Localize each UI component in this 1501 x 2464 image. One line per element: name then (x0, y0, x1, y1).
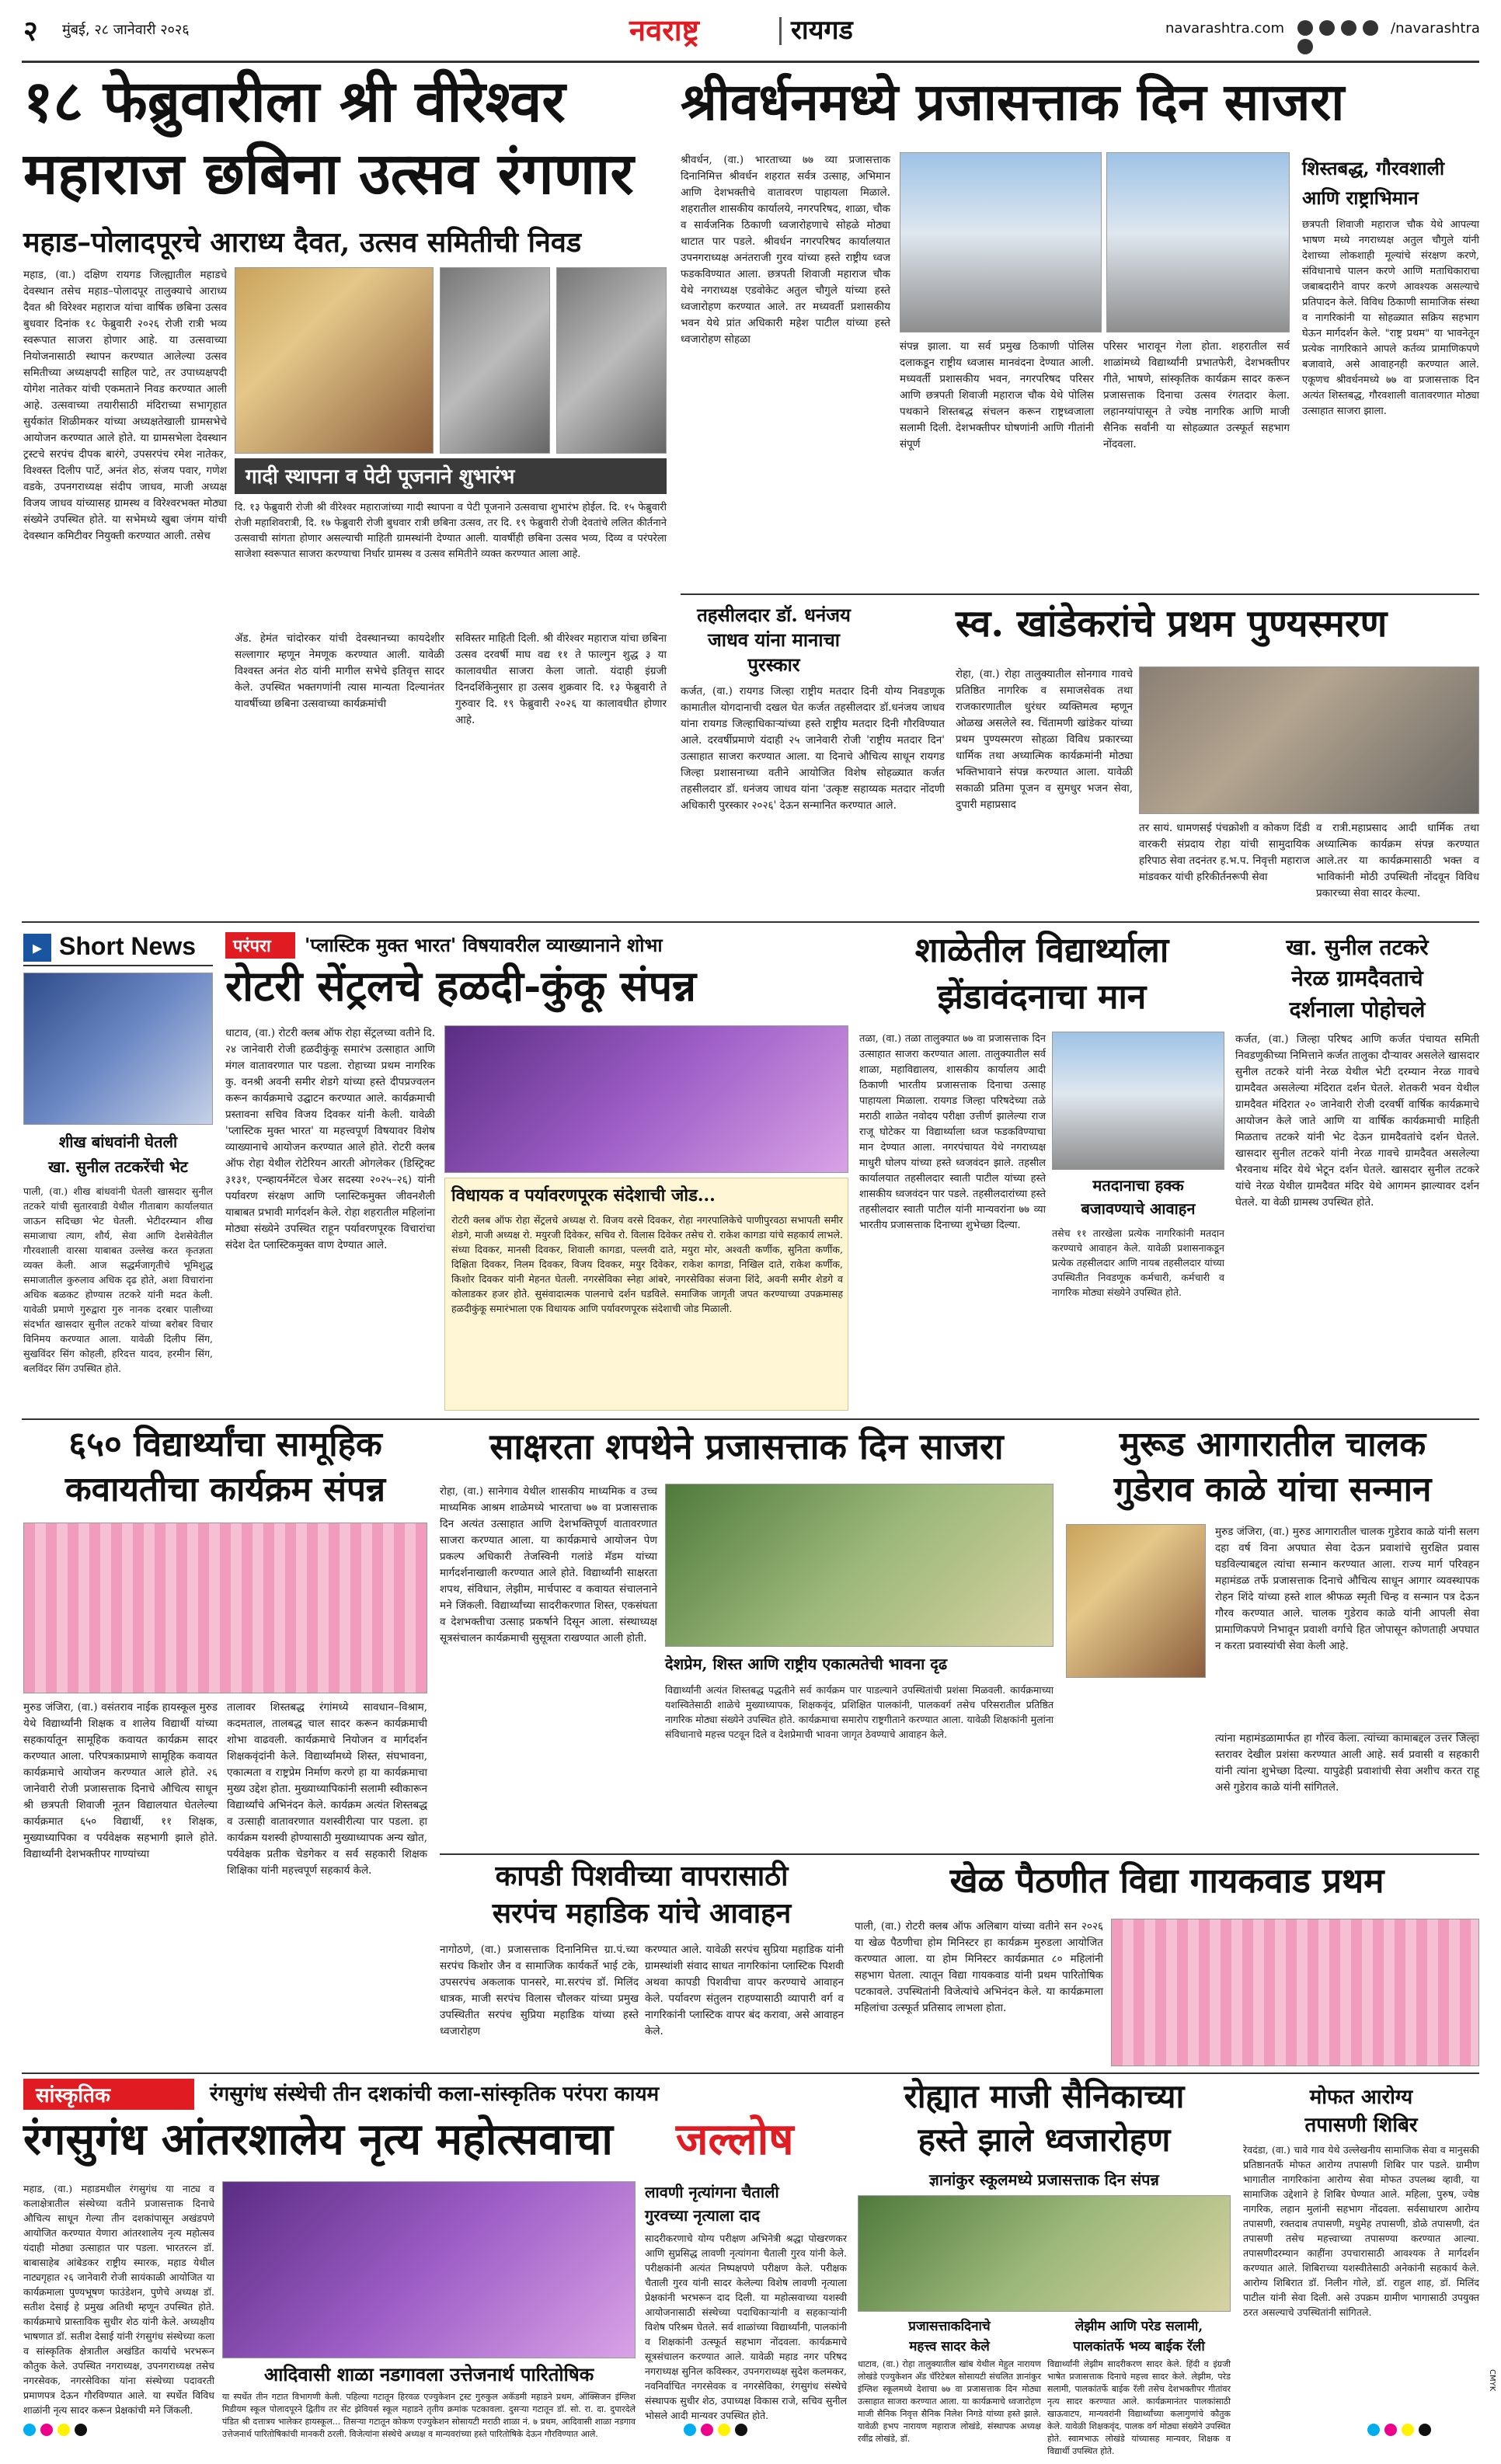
story5-headline: रोटरी सेंट्रलचे हळदी-कुंकू संपन्न (225, 961, 697, 1011)
short-news-headline-1: शीख बांधवांनी घेतली (58, 1133, 178, 1151)
row3-rule (440, 1853, 1479, 1855)
registration-marks-right (1367, 2424, 1476, 2442)
story15-headline-1: मोफत आरोग्य (1309, 2086, 1413, 2109)
story2-photo-1 (900, 152, 1102, 332)
story5-kicker: 'प्लास्टिक मुक्त भारत' विषयावरील व्याख्यानाने शोभा (305, 934, 663, 956)
story2-headline: श्रीवर्धनमध्ये प्रजासत्ताक दिन साजरा (681, 71, 1345, 132)
short-news-body: पाली, (वा.) शीख बांधवांनी घेतली खासदार सुनील तटकरे यांची सुतारवाडी येथील गीताबाग कार्यालयात जाऊन सदिच्छा भेट घेतली. भेटीदरम्यान शीख समाजाचा त्याग, शौर्य, सेवा आणि देशसेवेतील गौरवशाली वारसा याबाबत उल्लेख करत कृतज्ञता व्यक्त केली. आज सद्धर्मजागृतीचे भूमिशुद्ध समाजातील कुरुलाव अधिक दृढ होते, अशा विचारांना अधिक बळकट होण्यास तटकरे यांनी मदत केली. यावेळी प्रमाणे गुरुद्वारा गुरु नानक दरबार पालीच्या संदर्भात खासदार सुनील तटकरे यांच्या बरोबर विचार विनिमय करण्यात आला. यावेळी दिलीप सिंग, सुखविंदर सिंग कोहली, हरिदत्त यादव, हरमीन सिंग, बलविंदर सिंग उपस्थित होते. (23, 1185, 213, 1374)
story13-tag: सांस्कृतिक (23, 2079, 194, 2110)
story10-headline-1: मुरूड आगारातील चालक (1119, 1425, 1426, 1464)
story15-headline-2: तपासणी शिबिर (1304, 2114, 1418, 2137)
story1-subhead: महाड–पोलादपूरचे आराध्य दैवत, उत्सव समितीची निवड (23, 226, 582, 259)
short-news-photo (23, 973, 213, 1125)
story1-col3: सविस्तर माहिती दिली. श्री वीरेश्वर महाराज यांचा छबिना उत्सव दरवर्षी माघ वद्य ११ ते फाल्गुन शुद्ध ३ या कालावधीत साजरा केला जातो. यंदाही इंग्रजी दिनदर्शिकेनुसार हा उत्सव शुक्रवार दि. १३ फेब्रुवारी ते गुरुवार दि. १९ फेब्रुवारी २०२६ या कालावधीत होणार आहे. (455, 632, 667, 726)
story13-kicker: रंगसुगंध संस्थेची तीन दशकांची कला-सांस्कृतिक परंपरा कायम (210, 2083, 660, 2106)
row2-rule (22, 1418, 1479, 1420)
story13-headline-a: रंगसुगंध आंतरशालेय नृत्य महोत्सवाचा (23, 2114, 613, 2165)
short-news-icon: ▸ (23, 934, 51, 962)
short-news-headline-2: खा. सुनील तटकरेंची भेट (48, 1157, 188, 1176)
story14-sub-a1: प्रजासत्ताकदिनाचे (908, 2319, 991, 2334)
story6-headline-2: झेंडावंदनाचा मान (937, 977, 1147, 1017)
story12-photo (1111, 1919, 1479, 2066)
story9-caption: देशप्रेम, शिस्त आणि राष्ट्रीय एकात्मतेची भावना दृढ (665, 1655, 948, 1673)
brand-logo: नवराष्ट्र (629, 12, 699, 47)
story5-photo (444, 1025, 848, 1173)
story1-banner: गादी स्थापना व पेटी पूजनाने शुभारंभ (235, 458, 667, 494)
story8-headline-2: कवायतीचा कार्यक्रम संपन्न (64, 1470, 386, 1509)
story14-col2: विद्यार्थ्यांनी लेझीम सादरीकरण सादर केले. हिंदी व इंग्रजी भाषेत प्रजासत्ताक दिनाचे महत्त्व सादर केले. लेझीम, परेड सलामी, पालकांतर्फे बाईक रॅली तसेच देशभक्तीपर गीतांवर नृत्य सादर करण्यात आले. कार्यक्रमानंतर पालकांसाठी खाऊवाटप, मान्यवरांनी विद्यार्थ्यांच्या कलागुणांचे कौतुक केले. यावेळी शिक्षकवृंद, पालक वर्ग मोठ्या संख्येने उपस्थित होते. स्वामभाऊ लोखंडे यांच्यासह मान्यवर, शिक्षक व विद्यार्थी उपस्थित होते. (1047, 2359, 1231, 2456)
story10-headline-2: गुडेराव काळे यांचा सन्मान (1113, 1470, 1432, 1509)
story5-box-head: विधायक व पर्यावरणपूरक संदेशाची जोड... (451, 1185, 716, 1206)
story7-headline-3: दर्शनाला पोहोचले (1289, 997, 1426, 1022)
story14-body: धाटाव, (वा.) रोहा तालुक्यातील खांब येथील मेहुल नारायण लोखंडे एज्युकेशन अँड चॅरिटेबल सोसायटी संचलित ज्ञानांकुर इंग्लिश स्कूलमध्ये देशाचा ७७ वा प्रजासत्ताक दिन मोठ्या उत्साहात साजरा करण्यात आला. या कार्यक्रमाचे ध्वजारोहण माजी सैनिक निवृत्त सैनिक निलेश निगडे यांच्या हस्ते झाले. यावेळी हभप नारायण महाराज लोखंडे, संस्थापक अध्यक्ष रवींद्र लोखंडे, डॉ. (858, 2359, 1041, 2444)
social-handle: /navarashtra (1391, 20, 1480, 37)
story4-photo (1139, 666, 1479, 814)
story6-sub-2: बजावण्याचे आवाहन (1081, 1199, 1196, 1218)
story3-body: कर्जत, (वा.) रायगड जिल्हा राष्ट्रीय मतदार दिनी योग्य निवडणूक कामातील योगदानाची दखल घेत कर्जत तहसीलदार डॉ.धनंजय जाधव यांना रायगड जिल्हाधिकाऱ्यांच्या हस्ते राष्ट्रीय मतदार दिनी गौरविण्यात आले. दरवर्षीप्रमाणे यंदाही २५ जानेवारी रोजी 'राष्ट्रीय मतदार दिन' उत्साहात साजरा करण्यात आला. या दिनाचे औचित्य साधून रायगड जिल्हा प्रशासनाच्या वतीने आयोजित विशेष सोहळ्यात कर्जत तहसीलदार डॉ. धनंजय जाधव यांना 'उत्कृष्ट सहाय्यक मतदार नोंदणी अधिकारी पुरस्कार २०२६' देऊन सन्मानित करण्यात आले. (681, 685, 945, 812)
row4-rule (22, 2072, 1479, 2074)
story8-photo (23, 1523, 427, 1693)
story14-sub-b1: लेझीम आणि परेड सलामी, (1074, 2319, 1203, 2334)
story6-body: तळा, (वा.) तळा तालुक्यात ७७ वा प्रजासत्ताक दिन उत्साहात साजरा करण्यात आला. तालुक्यातील सर्व शाळा, महाविद्यालय, शासकीय कार्यालय आदी ठिकाणी भारतीय प्रजासत्ताक दिनाचा उत्साह पाहायला मिळाला. रायगड जिल्हा परिषदेच्या तळे मराठी शाळेत नवोदय परीक्षा उत्तीर्ण झालेल्या राज राजू घोटेकर या विद्यार्थ्याला ध्वज फडकविण्याचा मान देण्यात आला. नगरपंचायत येथे नगराध्यक्ष माधुरी घोलप यांच्या हस्ते ध्वजवंदन झाले. तहसील कार्यालयात तहसीलदार स्वाती पाटील यांच्या हस्ते शासकीय ध्वजवंदन पार पडले. तहसीलदारांच्या हस्ते तहसीलदार स्वाती पाटील यांनी मान्यवरांना ७७ व्या भारतीय प्रजासत्ताक दिनाच्या शुभेच्छा दिल्या. (859, 1033, 1046, 1231)
section-divider (779, 17, 782, 45)
social-icons (1297, 20, 1391, 39)
story6-photo (1052, 1032, 1224, 1170)
story10-body-visible: मुरुड जंजिरा, (वा.) मुरुड आगारातील चालक गुडेराव काळे यांनी सलग दहा वर्ष विना अपघात सेवा देऊन प्रवाशांचे सुरक्षित प्रवास घडविल्याबद्दल त्यांचा सन्मान करण्यात आला. राज्य मार्ग परिवहन महामंडळ तर्फे प्रजासत्ताक दिनाचे औचित्य साधून आगार व्यवस्थापक रोहन शिंदे यांच्या हस्ते शाल श्रीफळ स्मृती चिन्ह व सन्मान पत्र देऊन गौरव करण्यात आले. चालक गुडेराव काळे यांनी आपली सेवा प्रामाणिकपणे निभावून प्रवाशी वर्गाचे हित जोपासून कोणताही अपघात न करता प्रवास्यांची सेवा केली आहे. (1215, 1526, 1479, 1652)
row1-rule (22, 921, 1479, 923)
short-news-label: Short News (59, 932, 197, 960)
story1-deity-photo (235, 267, 434, 454)
story2-col2: संपन्न झाला. या सर्व प्रमुख ठिकाणी पोलिस दलाकडून राष्ट्रीय ध्वजास मानवंदना देण्यात आली. मध्यवर्ती प्रशासकीय भवन, नगरपरिषद परिसर आणि छत्रपती शिवाजी महाराज चौक येथे पोलिस पथकाने शिस्तबद्ध संचलन करून राष्ट्रध्वजाला सलामी दिली. देशभक्तीपर घोषणांनी आणि गीतांनी संपूर्ण (900, 340, 1094, 451)
story4-col2: तर सायं. धामणसई पंचक्रोशी व कोकण दिंडी वारकरी संप्रदाय रोहा यांची सामुदायिक हरिपाठ सेवा तदनंतर ह.भ.प. निवृत्ती महाराज मांडवकर यांची हरिकीर्तनरूपी सेवा (1139, 822, 1310, 883)
header-rule (22, 61, 1479, 63)
instagram-icon (1341, 20, 1356, 36)
story1-person-photo-2 (556, 267, 667, 454)
story7-headline-1: खा. सुनील तटकरे (1286, 934, 1429, 960)
story10-photo (1066, 1524, 1206, 1678)
story5-tag: परंपरा (225, 932, 295, 959)
story6-sub-body: तसेच ११ तारखेला प्रत्येक नागरिकांनी मतदान करण्याचे आवाहन केले. यावेळी प्रशासनाकडून प्रत्येक तहसीलदार आणि नायब तहसीलदार यांच्या उपस्थितीत निवडणूक कर्मचारी, कर्मचारी व नागरिक मोठ्या संख्येने उपस्थित होते. (1052, 1227, 1224, 1298)
story5-box-body: रोटरी क्लब ऑफ रोहा सेंट्रलचे अध्यक्ष रो. विजय वरसे दिवकर, रोहा नगरपालिकेचे पाणीपुरवठा सभापती समीर शेडगे, माजी अध्यक्ष रो. मयुरजी दिवेकर, सचिव रो. विलास दिवेकर तसेच रो. राकेश कागडा यांचे सहकार्य लाभले. संध्या दिवकर, मानसी दिवकर, शिवाली कागडा, पल्लवी दाते, मयुरा मोर, अश्वती कर्णीक, सुनिता कर्णीक, दिक्षिता दिवकर, निलम दिवकर, विजय दिवकर, मयुर दिवेकर, राकेश कागडा, निखिल दाते, राकेश कर्णीक, किशोर दिवकर यांनी मेहनत घेतली. नगरसेविका स्नेहा आंबरे, नगरसेविका संजना शिंदे, अवनी समीर शेडगे व कोलाडकर हजर होते. सुसंवादात्मक पालनाचे दर्शन घडविले. समाजिक जागृती जपत करण्याच्या उपक्रमासह हळदीकुंकू समारंभाला एक विधायक आणि पर्यावरणपूरक संदेशाची जोड मिळाली. (451, 1214, 843, 1314)
youtube-icon (1363, 20, 1378, 36)
story15-body: रेवदंडा, (वा.) चावे गाव येथे उल्लेखनीय सामाजिक सेवा व मानुसकी प्रतिष्ठानतर्फे मोफत आरोग्य तपासणी शिबिर पार पडले. ग्रामीण भागातील नागरिकांना आरोग्य सेवा मोफत उपलब्ध व्हावी, या सामाजिक उद्देशाने हे शिबिर घेण्यात आले. महिला, पुरुष, ज्येष्ठ नागरिक, लहान मुलांनी सहभाग नोंदवला. सर्वसाधारण आरोग्य तपासणी, रक्तदाब तपासणी, मधुमेह तपासणी, डोळे तपासणी, दंत तपासणी तसेच महत्त्वाच्या तपासण्या करण्यात आल्या. तपासणीदरम्यान काहींना उपचारासाठी आवश्यक ते मार्गदर्शन करण्यात आले. शिबिराच्या यशस्वीतेसाठी अनेकांनी सहकार्य केले. आरोग्य शिबिरात डॉ. निलीन गोले, डॉ. राहुल शाह, डॉ. मिलिंद पाटील यांनी सेवा दिली. असे उपक्रम ग्रामीण भागासाठी उपयुक्त ठरत असल्याचे उपस्थितांनी सांगितले. (1243, 2144, 1479, 2318)
website-url: navarashtra.com (1165, 20, 1284, 37)
story11-col1: नागोठणे, (वा.) प्रजासत्ताक दिनानिमित्त ग्रा.पं.च्या सरपंच किशोर जैन व सामाजिक कार्यकर्ते भाई टके, उपसरपंच अकलाक पानसरे, मा.सरपंच डॉ. मिलिंद धात्रक, माजी सरपंच विलास चौलकर यांच्या प्रमुख उपस्थितीत सरपंच सुप्रिया महाडिक यांच्या हस्ते ध्वजारोहण (440, 1944, 639, 2038)
facebook-icon (1297, 20, 1313, 36)
story7-headline-2: नेरळ ग्रामदैवताचे (1291, 966, 1423, 991)
story9-body: रोहा, (वा.) सानेगाव येथील शासकीय माध्यमिक व उच्च माध्यमिक आश्रम शाळेमध्ये भारताचा ७७ वा प्रजासत्ताक दिन अत्यंत उत्साहात आणि देशभक्तिपूर्ण वातावरणात साजरा करण्यात आला. या कार्यक्रमाचे आयोजन पेण प्रकल्प अधिकारी तेजस्विनी गलांडे मॅडम यांच्या मार्गदर्शनाखाली करण्यात आले होते. विद्यार्थ्यांनी साक्षरता शपथ, संविधान, लेझीम, मार्चपास्ट व कवायत संचालनाने मने जिंकली. विद्यार्थ्यांच्या सादरीकरणात शिस्त, एकसंघता व देशभक्तीचा उत्साह प्रकर्षाने दिसून आला. संस्थाध्यक्ष सूत्रसंचालन कार्यक्रमाची सुसूत्रता राखण्यात आली होती. (440, 1485, 657, 1644)
story1-person-photo-1 (440, 267, 550, 454)
story9-caption-body: विद्यार्थ्यांनी अत्यंत शिस्तबद्ध पद्धतीने सर्व कार्यक्रम पार पाडल्याने उपस्थितांची प्रशंसा मिळवली. कार्यक्रमाच्या यशस्वितेसाठी शाळेचे मुख्याध्यापक, शिक्षकवृंद, प्रशिक्षित पालकांनी, पालकवर्ग तसेच परिसरातील प्रतिष्ठित नागरिक मोठ्या संख्येने उपस्थित होते. कार्यक्रमाचा समारोप राष्ट्रगीताने करण्यात आला. यावेळी शिक्षकांनी मुलांना संविधानाचे महत्त्व पटवून दिले व देशप्रेमाची भावना जागृत ठेवण्याचे आवाहन केले. (665, 1684, 1053, 1740)
story12-body: पाली, (वा.) रोटरी क्लब ऑफ अलिबाग यांच्या वतीने सन २०२६ या खेळ पैठणीचा होम मिनिस्टर हा कार्यक्रम मुरुडला आयोजित करण्यात आला. या होम मिनिस्टर कार्यक्रमात ८० महिलांनी सहभाग घेतला. त्यातून विद्या गायकवाड यांनी प्रथम पारितोषिक पटकावले. उपस्थितांनी विजेत्यांचे अभिनंदन केले. या कार्यक्रमाला महिलांचा उत्स्फूर्त प्रतिसाद लाभला होता. (855, 1920, 1103, 2014)
story11-headline-2: सरपंच महाडिक यांचे आवाहन (492, 1897, 792, 1930)
story2-side-head-1: शिस्तबद्ध, गौरवशाली (1302, 157, 1445, 179)
story13-photo (222, 2181, 636, 2358)
story6-sub-1: मतदानाचा हक्क (1092, 1176, 1184, 1195)
story4-col3: व रात्री.महाप्रसाद आदी धार्मिक तथा अध्यात्मिक कार्यक्रम संपन्न करण्यात आले.तर या कार्यक्रमासाठी भक्त व भाविकांनी मोठी उपस्थिती नोंदवून विविध प्रकारच्या सेवा सादर केल्या. (1316, 822, 1479, 900)
story12-headline: खेळ पैठणीत विद्या गायकवाड प्रथम (949, 1861, 1384, 1901)
story13-sub-2: गुरवच्या नृत्याला दाद (645, 2206, 761, 2225)
story11-headline-1: कापडी पिशवीच्या वापरासाठी (495, 1860, 789, 1892)
registration-marks-left (23, 2424, 179, 2442)
story10-col2: त्यांना महामंडळामार्फत हा गौरव केला. त्यांच्या कामाबद्दल उत्तर जिल्हा स्तरावर देखील प्रशंसा करण्यात आली आहे. सर्व प्रवासी व सहकारी यांनी त्यांना शुभेच्छा दिल्या. यापुढेही प्रवाशांची सेवा अशीच करत राहू असे गुडेराव काळे यांनी सांगितले. (1215, 1732, 1479, 1794)
story14-kicker: ज्ञानांकुर स्कूलमध्ये प्रजासत्ताक दिन संपन्न (929, 2170, 1159, 2189)
story5-col1: धाटाव, (वा.) रोटरी क्लब ऑफ रोहा सेंट्रलच्या वतीने दि. २४ जानेवारी रोजी हळदीकुंकू समारंभ उत्साहात आणि मंगल वातावरणात पार पडला. रोहाच्या प्रथम नागरिक कु. वनश्री अवनी समीर शेडगे यांच्या हस्ते दीपप्रज्वलन करून कार्यक्रमाचे उद्घाटन करण्यात आले. कार्यक्रमाची प्रस्तावना सचिव विजय दिवकर यांनी केली. यावेळी 'प्लास्टिक मुक्त भारत' या महत्त्वपूर्ण विषयावर विशेष व्याख्यानाचे आयोजन करण्यात आले होते. रोटरी क्लब ऑफ रोहा येथील रोटेरियन आरती ओगलेकर (डिस्ट्रिक्ट ३१३१, एन्व्हायर्नमेंटल चेअर सदस्या २०२५–२६) यांनी पर्यावरण संरक्षण आणि प्लास्टिकमुक्त जीवनशैली याबाबत प्रभावी मार्गदर्शन केले. रोहा शहरातील महिलांना मोठ्या संख्येने उपस्थित राहून पर्यावरणपूरक विचारांचा संदेश देत प्लास्टिकमुक्त वाण देण्यात आले. (225, 1027, 435, 1251)
story8-col2: तालावर शिस्तबद्ध रंगांमध्ये सावधान–विश्राम, कदमताल, तालबद्ध चाल सादर करून कार्यक्रमाची शोभा वाढवली. कार्यक्रमाचे नियोजन व मार्गदर्शन शिक्षकवृंदांनी केले. विद्यार्थ्यांमध्ये शिस्त, संघभावना, एकात्मता व राष्ट्रप्रेम निर्माण करणे हा या कार्यक्रमाचा मुख्य उद्देश होता. मुख्याध्यापिकांनी सलामी स्वीकारून विद्यार्थ्यांचे अभिनंदन केले. कार्यक्रम अत्यंत शिस्तबद्ध व उत्साही वातावरणात यशस्वीरीत्या पार पडला. हा कार्यक्रम यशस्वी होण्यासाठी मुख्याध्यापक अन्य खोत, पर्यवेक्षक प्रतीक चेडगेकर व सर्व सहकारी शिक्षक शिक्षिका यांनी महत्त्वपूर्ण सहकार्य केले. (227, 1701, 427, 1877)
story14-headline-2: हस्ते झाले ध्वजारोहण (918, 2121, 1171, 2159)
story2-photo-2 (1106, 152, 1290, 332)
story9-headline: साक्षरता शपथेने प्रजासत्ताक दिन साजरा (489, 1425, 1004, 1467)
story13-col1: महाड, (वा.) महाडमधील रंगसुगंध या नाट्य व कलाक्षेत्रातील संस्थेच्या वतीने प्रजासत्ताक दिनाचे औचित्य साधून गेल्या तीन दशकांपासून अखंडपणे आयोजित करण्यात येणारा आंतरशालेय नृत्य महोत्सव यंदाही मोठ्या उत्साहात पार पडला. भारतरत्न डॉ. बाबासाहेब आंबेडकर राष्ट्रीय स्मारक, महाड येथील नाट्यगृहात २६ जानेवारी रोजी सायंकाळी आयोजित या कार्यक्रमाला पुण्यभूषण फाउंडेशन, पुणेचे अध्यक्ष डॉ. सतीश देसाई हे प्रमुख अतिथी म्हणून उपस्थित होते. कार्यक्रमाचे प्रास्ताविक सुधीर शेठ यांनी केले. अध्यक्षीय भाषणात डॉ. सतीश देसाई यांनी रंगसुगंध संस्थेच्या कला व सांस्कृतिक क्षेत्रातील अखंडित कार्याचे भरभरून कौतुक केले. उपस्थित नगराध्यक्ष, उपनगराध्यक्ष तसेच नगरसेवक, नगरसेविका यांना संस्थेच्या पदावरती प्रमाणपत्र देऊन गौरविण्यात आले. या स्पर्धेत विविध शाळांनी नृत्य सादर करून प्रेक्षकांची मने जिंकली. (23, 2183, 214, 2416)
story1-body: महाड, (वा.) दक्षिण रायगड जिल्ह्यातील महाडचे देवस्थान तसेच महाड–पोलादपूर तालुक्याचे आराध्य दैवत श्री विरेश्वर महाराज यांचा वार्षिक छबिना उत्सव बुधवार दिनांक १८ फेब्रुवारी २०२६ रोजी रात्री भव्य स्वरूपात साजरा होणार आहे. या उत्सवाच्या नियोजनासाठी स्थापन करण्यात आलेल्या उत्सव समितीच्या अध्यक्षपदी साहिल पाटे, तर उपाध्यक्षपदी योगेश नातेकर यांची एकमताने निवड करण्यात आली आहे. उत्सवाच्या तयारीसाठी मंदिराच्या सभागृहात सुर्यकांत शिळीमकर यांच्या अध्यक्षतेखाली ग्रामसभेचे आयोजन करण्यात आले होते. या ग्रामसभेला देवस्थान ट्रस्टचे सरपंच दीपक बारंगे, उपसरपंच रमेश नातेकर, विश्वस्त दिलीप पार्टे, अनंत शेठ, संजय पवार, गणेश वडके, उपनगराध्यक्ष संदीप जाधव, माजी अध्यक्ष विजय जाधव यांच्यासह ग्रामस्थ व विरेश्वरभक्त मोठ्या संख्येने उपस्थित होते. या सभेमध्ये खुबा जंगम यांची देवस्थान कमिटीवर नियुक्ती करण्यात आली. तसेच (23, 269, 227, 542)
story13-headline-b: जल्लोष (676, 2114, 794, 2165)
x-icon (1319, 20, 1335, 36)
story1-col2: ॲड. हेमंत चांदोरकर यांची देवस्थानच्या कायदेशीर सल्लागार म्हणून नेमणूक करण्यात आली. यावेळी विश्वस्त अनंत शेठ यांनी मागील सभेचे इतिवृत्त सादर केले. उपस्थित भक्तगणांनी त्यास मान्यता दिल्यानंतर यावर्षीच्या छबिना उत्सवाच्या कार्यक्रमांची (235, 632, 444, 710)
page-header (0, 0, 1501, 65)
story1-headline-1: १८ फेब्रुवारीला श्री वीरेश्वर (23, 68, 566, 135)
story2-col1: श्रीवर्धन, (वा.) भारताच्या ७७ व्या प्रजासत्ताक दिनानिमित्त श्रीवर्धन शहरात सर्वत्र उत्साह, अभिमान आणि देशभक्तीचे वातावरण पाहायला मिळाले. शहरातील शासकीय कार्यालये, नगरपरिषद, शाळा, चौक व सार्वजनिक ठिकाणी ध्वजारोहणाचे सोहळे मोठ्या थाटात पार पडले. श्रीवर्धन नगरपरिषद कार्यालयात उपनगराध्यक्ष अनंतराजी गुरव यांच्या हस्ते राष्ट्रीय ध्वज फडकविण्यात आला. छत्रपती शिवाजी महाराज चौक येथे नगराध्यक्ष एडवोकेट अतुल चौगुले यांच्या हस्ते ध्वजारोहण करण्यात आले. तर मध्यवर्ती प्रशासकीय भवन येथे प्रांत अधिकारी महेश पाटील यांच्या हस्ते ध्वजारोहण सोहळा (681, 154, 890, 346)
story4-headline: स्व. खांडेकरांचे प्रथम पुण्यस्मरण (956, 602, 1388, 646)
story8-col1: मुरुड जंजिरा, (वा.) वसंतराव नाईक हायस्कूल मुरुड येथे विद्यार्थ्यांनी शिक्षक व शालेय विद्यार्थी यांच्या सहकार्यातून सामूहिक कवायत कार्यक्रम सादर करण्यात आला. परिपत्रकाप्रमाणे सामूहिक कवायत कार्यक्रमाचे आयोजन करण्यात आले होते. २६ जानेवारी रोजी प्रजासत्ताक दिनाचे औचित्य साधून श्री छत्रपती शिवाजी नूतन विद्यालयात घेतलेल्या कार्यक्रमात ६५० विद्यार्थी, ११ शिक्षक, मुख्याध्यापिका व पर्यवेक्षक सहभागी झाले होते. विद्यार्थ्यांनी देशभक्तीपर गाण्यांच्या (23, 1701, 218, 1860)
story5-box (444, 1178, 848, 1411)
story6-headline-1: शाळेतील विद्यार्थ्याला (914, 931, 1169, 970)
story3-headline: तहसीलदार डॉ. धनंजय जाधव यांना मानाचा पुरस्कार (697, 604, 851, 676)
registration-marks-center (684, 2424, 839, 2442)
linkedin-icon (1297, 39, 1313, 54)
story13-sub-1: लावणी नृत्यांगना चैताली (645, 2183, 779, 2201)
story13-caption-body: या स्पर्धेत तीन गटात विभागणी केली. पहिल्या गटातून हिरवळ एज्युकेशन ट्रस्ट गुरुकुल अकॅडमी महाडने प्रथम, ऑक्सिजन इंग्लिश मिडीयम स्कूल पोलादपूरने द्वितीय तर सेंट झेवियर्स स्कूल महाडने तृतीय क्रमांक पटकावला. दुसऱ्या गटातून डॉ. सो. रा. दा. दुपारदेले पंडित श्री दत्तात्रय भालेकर हायस्कूल... तिसऱ्या गटातून कोकण एज्युकेशन सोसायटी मराठी शाळा नं. ७ प्रथम, आदिवासी शाळा नडगाव उत्तेजनार्थ पारितोषिकांची मानकरी ठरली. विजेत्यांना संस्थेचे अध्यक्ष व मान्यवरांच्या हस्ते पारितोषिके देऊन गौरविण्यात आले. (222, 2392, 636, 2439)
story14-sub-a2: महत्त्व सादर केले (909, 2339, 990, 2354)
story2-side-head-2: आणि राष्ट्राभिमान (1302, 186, 1419, 209)
story1-headline-2: महाराज छबिना उत्सव रंगणार (23, 141, 634, 207)
story11-col2: करण्यात आले. यावेळी सरपंच सुप्रिया महाडिक यांनी ग्रामस्थांशी संवाद साधत नागरिकांना प्लास्टिक पिशवी अथवा कापडी पिशवीचा वापर करण्याचे आवाहन केले. पर्यावरण संतुलन राहण्यासाठी व्यापारी वर्ग व नागरिकांनी प्लास्टिक वापर बंद करावा, असे आवाहन केले. (645, 1944, 844, 2038)
story7-body: कर्जत, (वा.) जिल्हा परिषद आणि कर्जत पंचायत समिती निवडणुकीच्या निमित्ताने कर्जत तालुका दौऱ्यावर असलेले खासदार सुनील तटकरे यांनी नेरळ येथील भेटी दरम्यान नेरळ गावचे ग्रामदैवत असलेल्या मंदिरात दर्शन घेतले. शेतकरी भवन येथील ग्रामदैवत मंदिरात २० जानेवारी रोजी दरवर्षी वार्षिक कार्यक्रमाचे आयोजन केले जाते आणि या वार्षिक कार्यक्रमाची माहिती मिळताच तटकरे यांनी भेट देऊन ग्रामदैवतांचे दर्शन घेतले. खासदार सुनील तटकरे यांनी नेरळ गावचे ग्रामदैवत असलेल्या भैरवनाथ मंदिर येथे भेटून दर्शन घेतले. खासदार सुनील तटकरे यांचे नेरळ येथील ग्रामदैवत मंदिर येथे आगमन झाल्यावर दर्शन घेतले. या वेळी ग्रामस्थ उपस्थित होते. (1235, 1033, 1479, 1209)
story14-sub-b2: पालकांतर्फे भव्य बाईक रॅली (1073, 2339, 1205, 2354)
cmyk-label: CMYK (1488, 2369, 1496, 2392)
story2-side-body: छत्रपती शिवाजी महाराज चौक येथे आपल्या भाषण मध्ये नगराध्यक्ष अतुल चौगुले यांनी देशाच्या लोकशाही मूल्यांचे संरक्षण करणे, संविधानाचे पालन करणे आणि मताधिकाराचा जबाबदारीने वापर करणे आवश्यक असल्याचे प्रतिपादन केले. विविध ठिकाणी सामाजिक संस्था व नागरिकांनी या सोहळ्यात सक्रिय सहभाग घेऊन मार्गदर्शन केले. "राष्ट्र प्रथम" या भावनेतून प्रत्येक नागरिकाने आपले कर्तव्य प्रामाणिकपणे बजावावे, असे आवाहनही करण्यात आले. एकूणच श्रीवर्धनमध्ये ७७ वा प्रजासत्ताक दिन अत्यंत शिस्तबद्ध, गौरवशाली वातावरणात मोठ्या उत्साहात साजरा झाला. (1302, 219, 1479, 417)
story4-col1: रोहा, (वा.) रोहा तालुक्यातील सोनगाव गावचे प्रतिष्ठित नागरिक व समाजसेवक तथा राजकारणातील धुरंधर व्यक्तिमत्व म्हणून ओळख असलेले स्व. चिंतामणी खांडेकर यांच्या प्रथम पुण्यस्मरण सोहळा विविध प्रकारच्या धार्मिक तथा अध्यात्मिक कार्यक्रमांनी मोठ्या भक्तिभावाने संपन्न करण्यात आला. यावेळी सकाळी प्रतिमा पूजन व सुमधुर भजन सेवा, दुपारी महाप्रसाद (956, 668, 1133, 811)
story14-photo (858, 2195, 1231, 2312)
story1-banner-body: दि. १३ फेब्रुवारी रोजी श्री वीरेश्वर महाराजांच्या गादी स्थापना व पेटी पूजनाने उत्सवाचा शुभारंभ होईल. दि. १५ फेब्रुवारी रोजी महाशिवरात्री, दि. १७ फेब्रुवारी रोजी बुधवार रात्री छबिना उत्सव, तर दि. १९ फेब्रुवारी रोजी देवतांचे ललित कीर्तनाने उत्सवाची सांगता होणार असल्याची माहिती ग्रामस्थांनी देण्यात आली. यावर्षीही छबिना उत्सव भव्य, दिव्य व परंपरेला साजेशा स्वरूपात साजरा करण्याचा निर्धार ग्रामस्थ व उत्सव समितीने व्यक्त करण्यात आला आहे. (235, 502, 667, 560)
story14-headline-1: रोह्यात माजी सैनिकाच्या (904, 2077, 1185, 2115)
section-name: रायगड (791, 15, 853, 46)
short-news-label-box (23, 929, 213, 966)
story9-photo (665, 1484, 1053, 1647)
story2-col3: परिसर भारावून गेला होता. शहरातील सर्व शाळांमध्ये विद्यार्थ्यांनी प्रभातफेरी, देशभक्तीपर गीते, भाषणे, सांस्कृतिक कार्यक्रम सादर करून प्रजासत्ताक दिनाचा उत्सव रंगतदार केला. लहानग्यांपासून ते ज्येष्ठ नागरिक आणि माजी सैनिक सर्वांनी या सोहळ्यात उत्स्फूर्त सहभाग नोंदवला. (1103, 340, 1290, 451)
story13-photo-caption: आदिवासी शाळा नडगावला उत्तेजनार्थ पारितोषिक (263, 2363, 594, 2386)
page-number: २ (23, 15, 38, 47)
story2-bottom-rule (681, 593, 1479, 595)
header-date: मुंबई, २८ जानेवारी २०२६ (62, 22, 190, 38)
story8-headline-1: ६५० विद्यार्थ्यांचा सामूहिक (68, 1425, 382, 1464)
story13-col3: सादरीकरणाचे योग्य परीक्षण अभिनेत्री श्रद्धा पोखरणकर आणि सुप्रसिद्ध लावणी नृत्यांगना चैताली गुरव यांनी केले. परीक्षकांनी अत्यंत निष्पक्षपणे परीक्षण केले. परीक्षक चैताली गुरव यांनी सादर केलेल्या विशेष लावणी नृत्याला प्रेक्षकांनी भरभरून दाद दिली. या महोत्सवाच्या यशस्वी आयोजनासाठी संस्थेच्या पदाधिकाऱ्यांनी व सहकाऱ्यांनी विशेष परिश्रम घेतले. सर्व शाळांच्या विद्यार्थ्यांनी, पालकांनी व शिक्षकांनी उत्स्फूर्त सहभाग नोंदवला. कार्यक्रमाचे सूत्रसंचालन करण्यात आले. यावेळी महाड नगर परिषद नगराध्यक्ष सुनिल कविस्कर, उपनगराध्यक्ष सुदेश कलमकर, नवनिर्वाचित नगरसेवक व नगरसेविका, रंगसुगंध संस्थेचे संस्थापक सुधीर शेठ, उपाध्यक्ष विकास राजे, सचिव सुनील भोसले आदी मान्यवर उपस्थित होते. (645, 2233, 847, 2421)
